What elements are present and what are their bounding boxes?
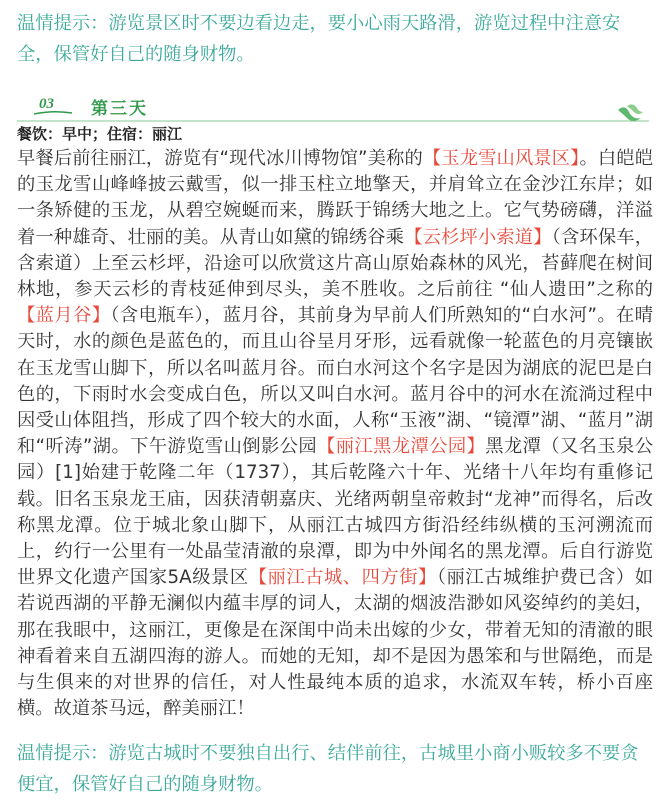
itinerary-text [17,146,653,722]
meals-lodging: 餐饮：早中；住宿：丽江 [17,125,183,143]
highlight-old-town: 【丽江古城、四方街】 [248,567,437,589]
tip-bottom: 温情提示：游览古城时不要独自出行、结伴前往，古城里小商小贩较多不要贪便宜，保管好自己的随身财物。 [17,743,639,795]
highlight-jade-dragon: 【玉龙雪山风景区】 [422,148,580,169]
day-number: 03 [39,96,54,112]
text-segment: 。白皑皑的玉龙雪山峰峰披云戴雪，似一排玉柱立地擎天，并肩耸立在金沙江东岸；如一条矫健的玉龙，从碧空婉蜒而来，腾跃于锦绣大地之上。它气势磅礴，洋溢着一种雄奇、壮丽的美。从青山如黛的锦绣谷乘 [17,148,653,248]
bird-icon [615,100,645,128]
highlight-black-dragon-pool: 【丽江黑龙潭公园】 [317,436,486,458]
text-segment: （丽江古城维护费已含）如若说西湖的平静无澜似内蕴丰厚的词人，太湖的烟波浩渺如风姿绰约的美妇，那在我眼中，这丽江，更像是在深闺中尚未出嫁的少女，带着无知的清澈的眼神看着来自五湖四海的游人。而她的无知，却不是因为愚笨和与世隔绝，而是与生俱来的对世界的信任，对人性最纯本质的追求，水流双车转，桥小百座横。故道茶马远，醉美丽江！ [17,567,654,720]
highlight-cableway: 【云杉坪小索道】 [404,226,552,248]
text-segment: 早餐后前往丽江，游览有“现代冰川博物馆”美称的 [17,148,423,169]
tip-top: 温情提示：游览景区时不要边看边走，要小心雨天路滑，游览过程中注意安全，保管好自己的随身财物。 [17,13,621,65]
highlight-blue-moon-valley: 【蓝月谷】 [17,305,111,327]
text-segment: （含电瓶车），蓝月谷，其前身为早前人们所熟知的“白水河”。在晴天时，水的颜色是蓝色的，而且山谷呈月牙形，远看就像一轮蓝色的月亮镶嵌在玉龙雪山脚下，所以名叫蓝月谷。而白水河这个名字是因为湖底的泥巴是白色的，下雨时水会变成白色，所以又叫白水河。蓝月谷中的河水在流淌过程中因受山体阻挡，形成了四个较大的水面，人称“玉液”湖、“镜潭”湖、“蓝月”湖和“听涛”湖。下午游览雪山倒影公园 [17,305,653,458]
text-segment: （含环保车，含索道）上至云杉坪，沿途可以欣赏这片高山原始森林的风光，苔藓爬在树间林地，参天云杉的青枝延伸到尽头，美不胜收。之后前往 “仙人遗田”之称的 [17,226,654,301]
day-title: 第三天 [91,99,148,119]
text-segment: 黑龙潭（又名玉泉公园）[1]始建于乾隆二年（1737），其后乾隆六十年、光绪十八年均有重修记载。旧名玉泉龙王庙，因获清朝嘉庆、光绪两朝皇帝敕封“龙神”而得名，后改称黑龙潭。位于城北象山脚下，从丽江古城四方街沿经纬纵横的玉河溯流而上，约行一公里有一处晶莹清澈的泉潭，即为中外闻名的黑龙潭。后自行游览世界文化遗产国家5A级景区 [17,436,654,589]
